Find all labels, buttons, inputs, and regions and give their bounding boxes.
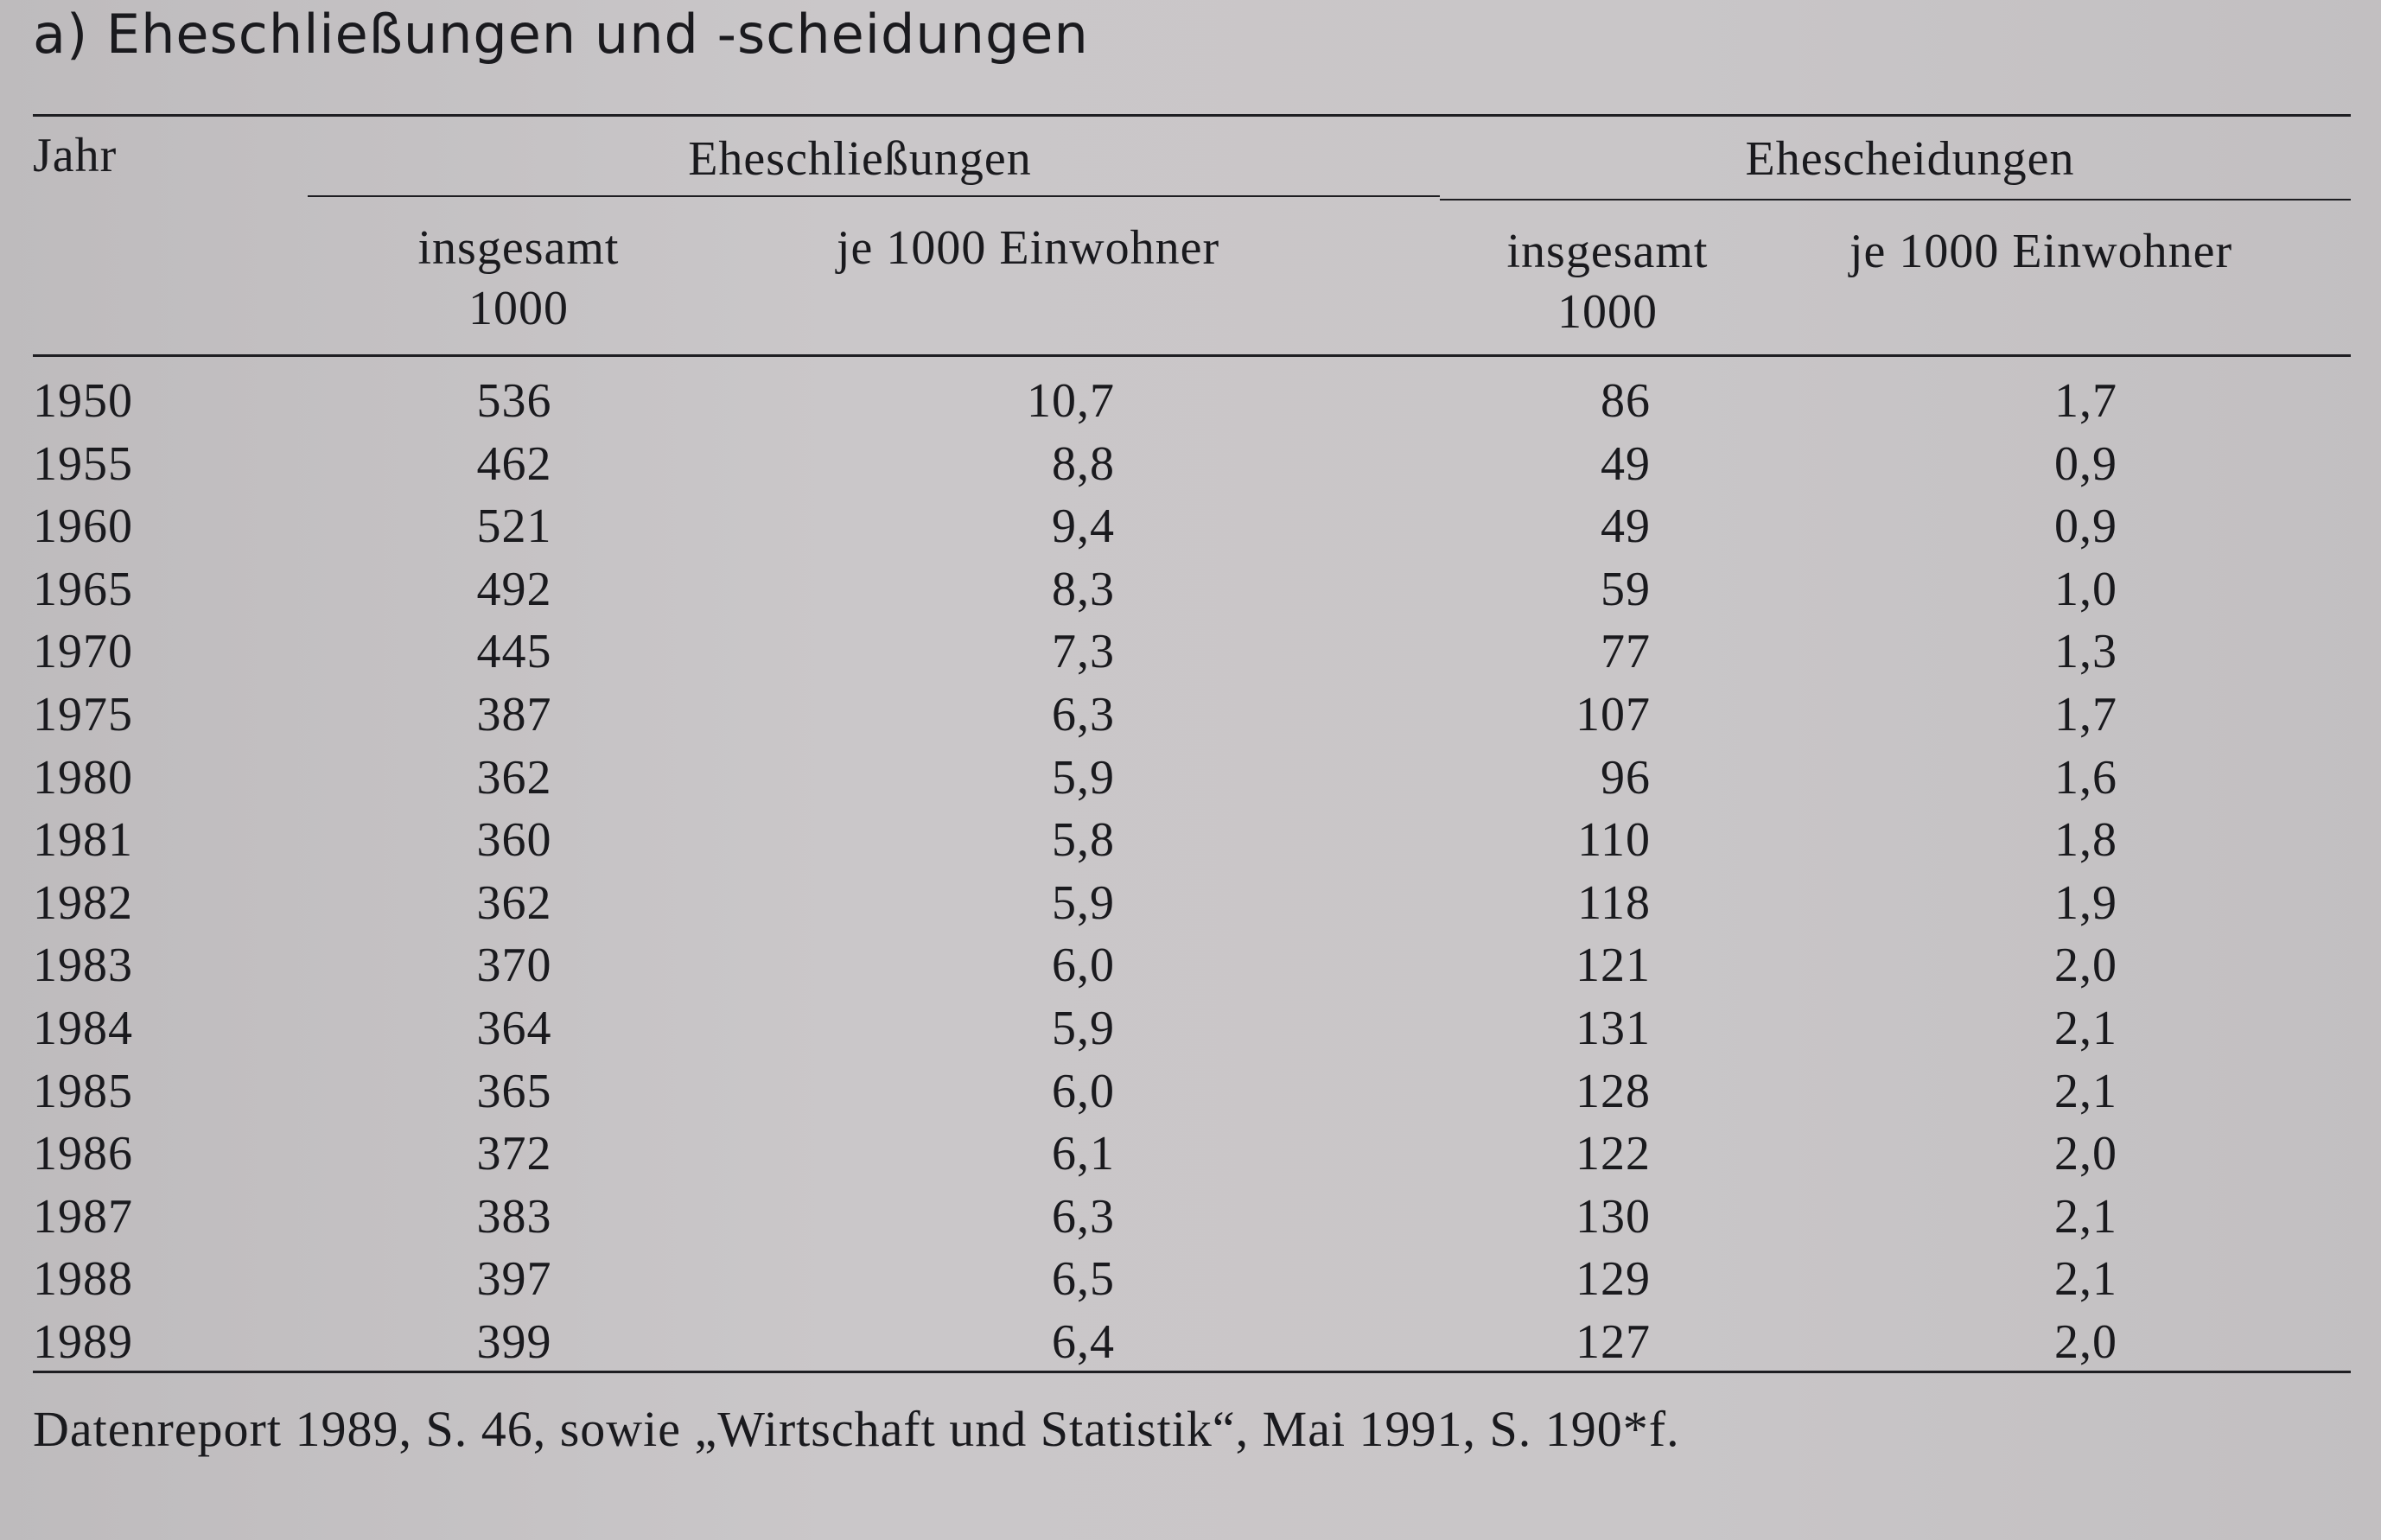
- cell-marriages-rate: 9,4: [1052, 500, 1115, 554]
- cell-divorces-rate: 1,8: [2054, 813, 2117, 868]
- cell-marriages-rate: 6,3: [1052, 688, 1115, 741]
- cell-divorces-total: 59: [1601, 562, 1651, 616]
- cell-divorces-total: 77: [1601, 625, 1651, 679]
- cell-divorces-rate: 2,1: [2054, 1002, 2117, 1055]
- cell-year: 1955: [33, 436, 133, 491]
- table-row: [0, 747, 2381, 809]
- table-row: [0, 433, 2381, 495]
- header-divorces-rate: je 1000 Einwohner: [1849, 225, 2233, 278]
- cell-divorces-total: 130: [1576, 1189, 1651, 1244]
- header-divorces: Ehescheidungen: [1745, 132, 2075, 186]
- cell-divorces-total: 86: [1601, 374, 1651, 428]
- table-row: [0, 370, 2381, 432]
- cell-divorces-total: 127: [1576, 1315, 1651, 1369]
- header-divorces-total-unit: 1000: [1557, 285, 1658, 339]
- cell-divorces-total: 118: [1577, 875, 1651, 930]
- cell-marriages-total: 445: [476, 625, 552, 679]
- cell-divorces-rate: 1,6: [2054, 750, 2117, 805]
- cell-divorces-rate: 2,1: [2054, 1064, 2117, 1118]
- header-bottom-rule: [33, 354, 2351, 357]
- cell-marriages-rate: 5,9: [1052, 750, 1115, 805]
- cell-marriages-total: 536: [476, 374, 552, 428]
- header-marriages: Eheschließungen: [688, 132, 1032, 186]
- header-year: Jahr: [33, 129, 118, 182]
- table-title: a) Eheschließungen und -scheidungen: [33, 3, 1089, 66]
- cell-divorces-total: 131: [1576, 1002, 1651, 1055]
- cell-divorces-rate: 1,0: [2054, 562, 2117, 616]
- table-row: [0, 558, 2381, 620]
- table-row: [0, 620, 2381, 683]
- cell-marriages-rate: 7,3: [1052, 625, 1115, 679]
- cell-year: 1980: [33, 750, 133, 805]
- cell-year: 1970: [33, 625, 133, 679]
- cell-divorces-total: 129: [1576, 1252, 1651, 1307]
- cell-year: 1975: [33, 688, 133, 741]
- cell-marriages-rate: 10,7: [1027, 374, 1115, 428]
- cell-year: 1986: [33, 1127, 133, 1181]
- cell-year: 1983: [33, 939, 133, 993]
- table-row: [0, 1311, 2381, 1373]
- cell-marriages-total: 397: [476, 1252, 552, 1307]
- cell-divorces-total: 49: [1601, 436, 1651, 491]
- cell-year: 1985: [33, 1064, 133, 1118]
- table-row: [0, 684, 2381, 746]
- table-row: [0, 1186, 2381, 1248]
- cell-divorces-rate: 2,0: [2054, 1315, 2117, 1369]
- cell-marriages-total: 365: [476, 1064, 552, 1118]
- table-row: [0, 1123, 2381, 1185]
- cell-marriages-rate: 8,8: [1052, 436, 1115, 491]
- header-marriages-total-line1: insgesamt: [417, 221, 620, 275]
- cell-divorces-total: 121: [1576, 939, 1651, 993]
- cell-marriages-rate: 8,3: [1052, 562, 1115, 616]
- cell-marriages-rate: 6,0: [1052, 939, 1115, 993]
- cell-marriages-total: 521: [476, 500, 552, 554]
- cell-marriages-total: 387: [476, 688, 552, 741]
- divorces-group-rule: [1440, 199, 2351, 200]
- table-row: [0, 809, 2381, 871]
- table-row: [0, 495, 2381, 557]
- marriages-group-rule: [308, 195, 1440, 197]
- cell-divorces-rate: 0,9: [2054, 500, 2117, 554]
- header-divorces-total-line1: insgesamt: [1506, 225, 1709, 278]
- cell-year: 1984: [33, 1002, 133, 1055]
- cell-divorces-rate: 1,7: [2054, 688, 2117, 741]
- cell-marriages-total: 362: [476, 875, 552, 930]
- cell-year: 1982: [33, 875, 133, 930]
- source-note: Datenreport 1989, S. 46, sowie „Wirtschaft und Statistik“, Mai 1991, S. 190*f.: [33, 1401, 1680, 1457]
- cell-marriages-total: 399: [476, 1315, 552, 1369]
- cell-divorces-total: 110: [1577, 813, 1651, 868]
- cell-divorces-rate: 1,9: [2054, 875, 2117, 930]
- table-row: [0, 872, 2381, 934]
- table-row: [0, 934, 2381, 996]
- header-marriages-rate: je 1000 Einwohner: [837, 221, 1220, 275]
- cell-year: 1950: [33, 374, 133, 428]
- cell-divorces-total: 128: [1576, 1064, 1651, 1118]
- cell-marriages-rate: 5,8: [1052, 813, 1115, 868]
- cell-marriages-rate: 6,1: [1052, 1127, 1115, 1181]
- cell-divorces-rate: 2,1: [2054, 1252, 2117, 1307]
- cell-divorces-rate: 2,0: [2054, 939, 2117, 993]
- cell-divorces-rate: 2,1: [2054, 1189, 2117, 1244]
- cell-marriages-total: 360: [476, 813, 552, 868]
- cell-marriages-total: 492: [476, 562, 552, 616]
- cell-marriages-rate: 5,9: [1052, 1002, 1115, 1055]
- cell-marriages-total: 462: [476, 436, 552, 491]
- cell-divorces-rate: 2,0: [2054, 1127, 2117, 1181]
- cell-marriages-rate: 5,9: [1052, 875, 1115, 930]
- cell-marriages-total: 383: [476, 1189, 552, 1244]
- cell-year: 1960: [33, 500, 133, 554]
- cell-year: 1981: [33, 813, 133, 868]
- cell-divorces-total: 107: [1576, 688, 1651, 741]
- cell-marriages-total: 362: [476, 750, 552, 805]
- cell-divorces-total: 122: [1576, 1127, 1651, 1181]
- cell-year: 1989: [33, 1315, 133, 1369]
- cell-marriages-total: 364: [476, 1002, 552, 1055]
- header-marriages-total-unit: 1000: [468, 282, 569, 335]
- cell-year: 1987: [33, 1189, 133, 1244]
- top-rule: [33, 114, 2351, 117]
- table-row: [0, 1060, 2381, 1123]
- cell-marriages-total: 370: [476, 939, 552, 993]
- cell-marriages-rate: 6,5: [1052, 1252, 1115, 1307]
- cell-divorces-rate: 1,3: [2054, 625, 2117, 679]
- cell-marriages-rate: 6,3: [1052, 1189, 1115, 1244]
- cell-divorces-rate: 0,9: [2054, 436, 2117, 491]
- cell-marriages-rate: 6,4: [1052, 1315, 1115, 1369]
- table-row: [0, 997, 2381, 1060]
- table-row: [0, 1248, 2381, 1310]
- cell-divorces-total: 49: [1601, 500, 1651, 554]
- cell-divorces-rate: 1,7: [2054, 374, 2117, 428]
- cell-marriages-rate: 6,0: [1052, 1064, 1115, 1118]
- bottom-rule: [33, 1371, 2351, 1373]
- cell-divorces-total: 96: [1601, 750, 1651, 805]
- cell-marriages-total: 372: [476, 1127, 552, 1181]
- cell-year: 1988: [33, 1252, 133, 1307]
- cell-year: 1965: [33, 562, 133, 616]
